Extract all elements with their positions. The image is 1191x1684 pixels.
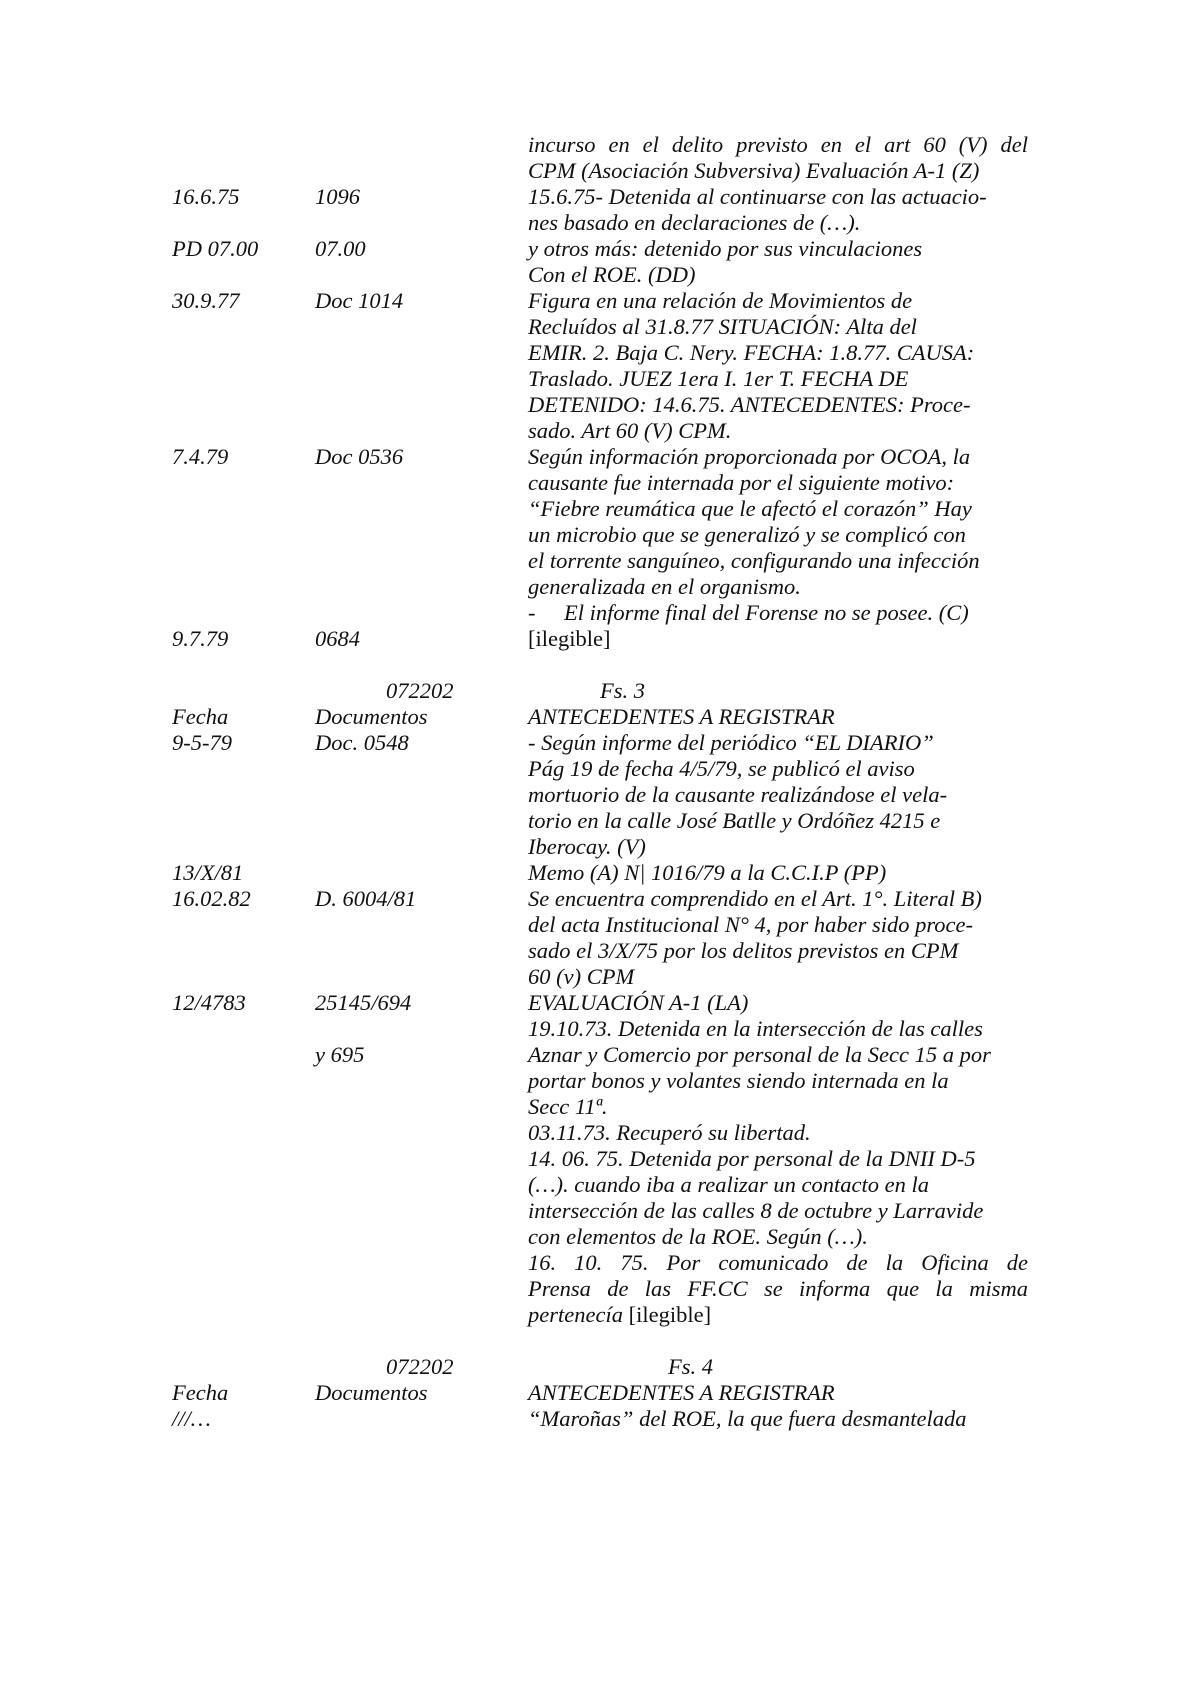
text-line: sado el 3/X/75 por los delitos previstos en CPM	[528, 938, 959, 963]
illegible-mark: [ilegible]	[628, 1302, 712, 1327]
record-date: 30.9.77	[172, 288, 240, 313]
text-line: 03.11.73. Recuperó su libertad.	[528, 1120, 811, 1145]
text-line: 19.10.73. Detenida en la intersección de las calles	[528, 1016, 983, 1041]
text-line: Memo (A) N| 1016/79 a la C.C.I.P (PP)	[528, 860, 887, 885]
record-document: Doc 0536	[315, 444, 404, 469]
text-line: - Según informe del periódico “EL DIARIO”	[528, 730, 934, 755]
text-line: torio en la calle José Batlle y Ordóñez 4215 e	[528, 808, 941, 833]
text-line: Iberocay. (V)	[528, 834, 646, 859]
column-header-antecedentes: ANTECEDENTES A REGISTRAR	[528, 1380, 835, 1405]
text-line: 14. 06. 75. Detenida por personal de la DNII D-5	[528, 1146, 976, 1171]
column-header-antecedentes: ANTECEDENTES A REGISTRAR	[528, 704, 835, 729]
record-document: y 695	[315, 1042, 365, 1067]
record-document: Doc 1014	[315, 288, 404, 313]
record-document: 1096	[315, 184, 360, 209]
record-date: 16.6.75	[172, 184, 240, 209]
record-date: 12/4783	[172, 990, 246, 1015]
folio-number: Fs. 4	[668, 1354, 713, 1379]
record-date: PD 07.00	[172, 236, 259, 261]
text-line: Recluídos al 31.8.77 SITUACIÓN: Alta del	[528, 314, 917, 339]
text-fragment: pertenecía	[528, 1302, 623, 1327]
text-line: portar bonos y volantes siendo internada en la	[528, 1068, 949, 1093]
record-date: 16.02.82	[172, 886, 251, 911]
text-line: Figura en una relación de Movimientos de	[528, 288, 913, 313]
folio-code: 072202	[386, 1354, 454, 1379]
text-line: y otros más: detenido por sus vinculaciones	[528, 236, 923, 261]
text-line: generalizada en el organismo.	[528, 574, 801, 599]
column-header-documents: Documentos	[315, 1380, 428, 1405]
text-line: “Fiebre reumática que le afectó el corazón” Hay	[528, 496, 972, 521]
record-date: ///…	[172, 1406, 211, 1431]
text-line: sado. Art 60 (V) CPM.	[528, 418, 732, 443]
illegible-mark: [ilegible]	[528, 626, 611, 651]
column-header-documents: Documentos	[315, 704, 428, 729]
text-line-last	[528, 1301, 711, 1329]
text-line: CPM (Asociación Subversiva) Evaluación A-1 (Z)	[528, 158, 980, 183]
text-line: Prensa de las FF.CC se informa que la misma	[528, 1276, 1028, 1301]
text-line: Según información proporcionada por OCOA, la	[528, 444, 971, 469]
text-line: Aznar y Comercio por personal de la Secc 15 a por	[528, 1042, 991, 1067]
bullet-dash: -	[528, 600, 536, 625]
text-line: Traslado. JUEZ 1era I. 1er T. FECHA DE	[528, 366, 909, 391]
record-date: 7.4.79	[172, 444, 229, 469]
text-line: un microbio que se generalizó y se complicó con	[528, 522, 966, 547]
text-line: “Maroñas” del ROE, la que fuera desmantelada	[528, 1406, 967, 1431]
record-document: Doc. 0548	[315, 730, 409, 755]
text-line: DETENIDO: 14.6.75. ANTECEDENTES: Proce-	[528, 392, 971, 417]
text-line: del acta Institucional N° 4, por haber sido proce-	[528, 912, 973, 937]
text-line: nes basado en declaraciones de (…).	[528, 210, 861, 235]
text-line: EVALUACIÓN A-1 (LA)	[528, 990, 749, 1015]
text-line: 60 (v) CPM	[528, 964, 635, 989]
record-document: D. 6004/81	[315, 886, 417, 911]
record-document: 25145/694	[315, 990, 412, 1015]
text-line: causante fue internada por el siguiente motivo:	[528, 470, 955, 495]
record-date: 9-5-79	[172, 730, 232, 755]
record-date: 13/X/81	[172, 860, 244, 885]
text-line: incurso en el delito previsto en el art 60 (V) del	[528, 132, 1028, 157]
text-line: el torrente sanguíneo, configurando una infección	[528, 548, 980, 573]
text-line: (…). cuando iba a realizar un contacto en la	[528, 1172, 929, 1197]
folio-number: Fs. 3	[600, 678, 645, 703]
bullet-text: El informe final del Forense no se posee. (C)	[564, 600, 969, 625]
folio-code: 072202	[386, 678, 454, 703]
text-line: mortuorio de la causante realizándose el vela-	[528, 782, 948, 807]
text-line: intersección de las calles 8 de octubre y Larravide	[528, 1198, 984, 1223]
text-line: Con el ROE. (DD)	[528, 262, 696, 287]
text-line: EMIR. 2. Baja C. Nery. FECHA: 1.8.77. CAUSA:	[528, 340, 975, 365]
text-line: 16. 10. 75. Por comunicado de la Oficina de	[528, 1250, 1028, 1275]
column-header-date: Fecha	[172, 704, 229, 729]
text-line: Secc 11ª.	[528, 1094, 608, 1119]
text-line: 15.6.75- Detenida al continuarse con las actuacio-	[528, 184, 987, 209]
record-date: 9.7.79	[172, 626, 229, 651]
text-line: Se encuentra comprendido en el Art. 1°. Literal B)	[528, 886, 982, 911]
text-line: con elementos de la ROE. Según (…).	[528, 1224, 868, 1249]
column-header-date: Fecha	[172, 1380, 229, 1405]
record-document: 0684	[315, 626, 360, 651]
text-line: Pág 19 de fecha 4/5/79, se publicó el aviso	[528, 756, 915, 781]
record-document: 07.00	[315, 236, 366, 261]
